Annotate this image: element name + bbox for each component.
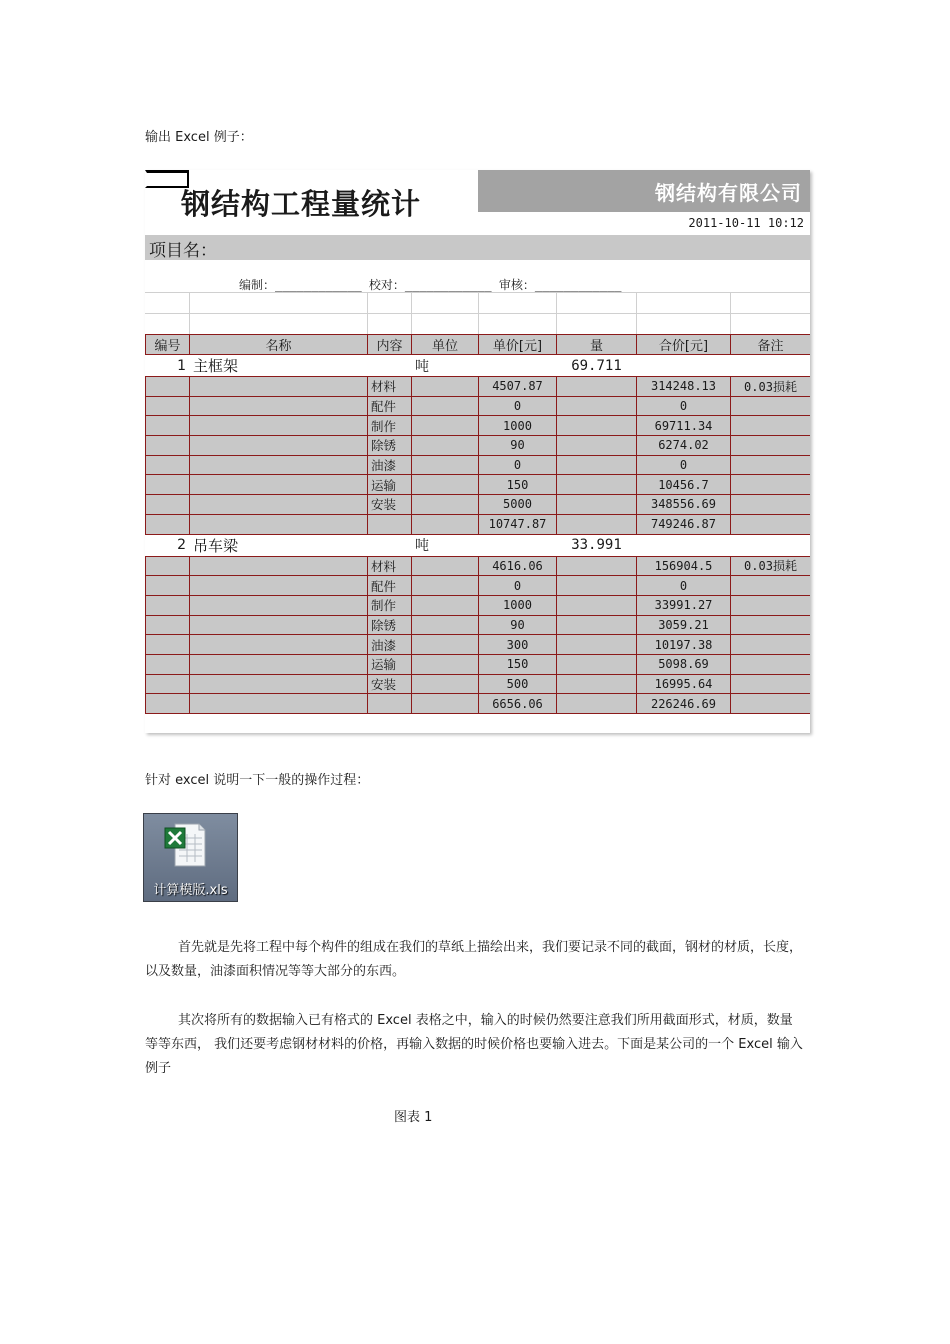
company-banner <box>478 170 810 212</box>
table-row <box>146 595 811 615</box>
table-row <box>146 674 811 694</box>
empty-cell <box>146 416 190 436</box>
cost-content: 油漆 <box>368 635 412 655</box>
empty-cell <box>146 436 190 456</box>
unit-price: 10747.87 <box>479 514 557 534</box>
note <box>731 654 811 674</box>
cost-content: 制作 <box>368 595 412 615</box>
empty-cell <box>146 475 190 495</box>
empty-cell <box>368 355 412 377</box>
column-header: 单价[元] <box>479 335 557 355</box>
total-price: 0 <box>637 455 731 475</box>
sheet-datetime: 2011-10-11 10:12 <box>688 216 804 230</box>
empty-cell <box>637 355 731 377</box>
empty-cell <box>412 556 479 576</box>
item-unit: 吨 <box>412 534 479 556</box>
grid-line <box>189 292 190 334</box>
total-price: 0 <box>637 396 731 416</box>
table-row <box>146 396 811 416</box>
unit-price: 6656.06 <box>479 694 557 714</box>
item-row <box>146 534 811 556</box>
table-row <box>146 377 811 397</box>
table-row <box>146 514 811 534</box>
table-row <box>146 556 811 576</box>
empty-cell <box>557 475 637 495</box>
empty-cell <box>557 694 637 714</box>
empty-cell <box>190 377 368 397</box>
item-index: 1 <box>146 355 190 377</box>
paragraph: 其次将所有的数据输入已有格式的 Excel 表格之中，输入的时候仍然要注意我们所用截面形式，材质，数量等等东西， 我们还要考虑钢材材料的价格，再输入数据的时候价格也要输入进去。下面是某公司的一个 Excel 输入例子 <box>145 1013 803 1076</box>
note <box>731 416 811 436</box>
empty-cell <box>412 576 479 596</box>
grid-line <box>411 292 412 334</box>
signature-line: 编制：____________ 校对：____________ 审核：____________ <box>239 278 622 292</box>
item-quantity: 69.711 <box>557 355 637 377</box>
table-row <box>146 416 811 436</box>
empty-cell <box>412 396 479 416</box>
cost-content <box>368 514 412 534</box>
total-price: 314248.13 <box>637 377 731 397</box>
empty-cell <box>190 436 368 456</box>
total-price: 69711.34 <box>637 416 731 436</box>
unit-price: 300 <box>479 635 557 655</box>
company-name: 钢结构有限公司 <box>655 181 802 205</box>
unit-price: 150 <box>479 475 557 495</box>
unit-price: 1000 <box>479 416 557 436</box>
total-price: 33991.27 <box>637 595 731 615</box>
note: 0.03损耗 <box>731 377 811 397</box>
empty-cell <box>146 595 190 615</box>
empty-cell <box>557 514 637 534</box>
note <box>731 694 811 714</box>
empty-cell <box>412 455 479 475</box>
unit-price: 90 <box>479 436 557 456</box>
empty-cell <box>557 635 637 655</box>
total-price: 10197.38 <box>637 635 731 655</box>
table-row <box>146 576 811 596</box>
column-header: 名称 <box>190 335 368 355</box>
sheet-title: 钢结构工程量统计 <box>181 187 422 221</box>
note <box>731 514 811 534</box>
empty-cell <box>557 595 637 615</box>
unit-price: 5000 <box>479 495 557 515</box>
item-name: 吊车梁 <box>190 534 368 556</box>
grid-line <box>367 292 368 334</box>
cost-content: 除锈 <box>368 436 412 456</box>
unit-price: 4616.06 <box>479 556 557 576</box>
project-label: 项目名： <box>149 241 217 261</box>
empty-cell <box>190 396 368 416</box>
paragraph: 首先就是先将工程中每个构件的组成在我们的草纸上描绘出来，我们要记录不同的截面，钢材的材质，长度，以及数量，油漆面积情况等等大部分的东西。 <box>145 940 803 979</box>
excel-icon <box>163 822 207 868</box>
spreadsheet-image <box>145 170 810 733</box>
note: 0.03损耗 <box>731 556 811 576</box>
empty-cell <box>479 534 557 556</box>
cost-content: 配件 <box>368 576 412 596</box>
unit-price: 0 <box>479 455 557 475</box>
item-unit: 吨 <box>412 355 479 377</box>
empty-cell <box>190 674 368 694</box>
note <box>731 455 811 475</box>
empty-cell <box>146 377 190 397</box>
table-row <box>146 635 811 655</box>
total-price: 156904.5 <box>637 556 731 576</box>
empty-cell <box>731 355 811 377</box>
note <box>731 436 811 456</box>
note <box>731 396 811 416</box>
figure-caption: 图表 1 <box>394 1110 433 1125</box>
empty-cell <box>190 475 368 495</box>
empty-cell <box>557 615 637 635</box>
unit-price: 4507.87 <box>479 377 557 397</box>
note <box>731 635 811 655</box>
empty-cell <box>412 377 479 397</box>
grid-line <box>730 292 731 334</box>
cost-content: 制作 <box>368 416 412 436</box>
intro-text: 输出 Excel 例子： <box>145 130 253 145</box>
empty-cell <box>412 495 479 515</box>
empty-cell <box>146 514 190 534</box>
empty-cell <box>146 576 190 596</box>
empty-cell <box>146 455 190 475</box>
column-header: 内容 <box>368 335 412 355</box>
operations-intro: 针对 excel 说明一下一般的操作过程： <box>145 773 370 788</box>
empty-cell <box>412 436 479 456</box>
unit-price: 1000 <box>479 595 557 615</box>
total-price: 10456.7 <box>637 475 731 495</box>
quantity-table <box>145 334 810 714</box>
empty-cell <box>412 635 479 655</box>
note <box>731 674 811 694</box>
empty-cell <box>412 475 479 495</box>
empty-cell <box>190 514 368 534</box>
excel-file-icon[interactable] <box>143 813 238 902</box>
file-name: 计算模版.xls <box>153 883 228 898</box>
table-row <box>146 654 811 674</box>
empty-cell <box>146 615 190 635</box>
empty-cell <box>146 635 190 655</box>
empty-cell <box>557 654 637 674</box>
empty-cell <box>637 534 731 556</box>
empty-cell <box>412 615 479 635</box>
cost-content: 材料 <box>368 556 412 576</box>
empty-cell <box>190 455 368 475</box>
total-price: 0 <box>637 576 731 596</box>
column-header: 量 <box>557 335 637 355</box>
empty-cell <box>146 674 190 694</box>
item-name: 主框架 <box>190 355 368 377</box>
unit-price: 90 <box>479 615 557 635</box>
empty-cell <box>557 576 637 596</box>
empty-cell <box>190 654 368 674</box>
empty-cell <box>557 495 637 515</box>
cost-content: 安装 <box>368 495 412 515</box>
empty-cell <box>412 654 479 674</box>
table-header-row <box>146 335 811 355</box>
empty-cell <box>146 396 190 416</box>
empty-cell <box>557 377 637 397</box>
empty-cell <box>146 556 190 576</box>
item-index: 2 <box>146 534 190 556</box>
unit-price: 0 <box>479 576 557 596</box>
empty-cell <box>190 694 368 714</box>
empty-cell <box>412 595 479 615</box>
cost-content: 油漆 <box>368 455 412 475</box>
empty-cell <box>412 674 479 694</box>
item-quantity: 33.991 <box>557 534 637 556</box>
cost-content: 运输 <box>368 654 412 674</box>
grid-line <box>478 292 479 334</box>
table-row <box>146 495 811 515</box>
total-price: 226246.69 <box>637 694 731 714</box>
empty-cell <box>479 355 557 377</box>
empty-cell <box>190 495 368 515</box>
empty-cell <box>412 514 479 534</box>
total-price: 749246.87 <box>637 514 731 534</box>
unit-price: 150 <box>479 654 557 674</box>
cost-content: 除锈 <box>368 615 412 635</box>
total-price: 348556.69 <box>637 495 731 515</box>
empty-cell <box>190 635 368 655</box>
note <box>731 615 811 635</box>
empty-cell <box>146 495 190 515</box>
note <box>731 475 811 495</box>
grid-line <box>636 292 637 334</box>
unit-price: 0 <box>479 396 557 416</box>
empty-cell <box>412 694 479 714</box>
table-row <box>146 455 811 475</box>
empty-cell <box>190 576 368 596</box>
cost-content: 材料 <box>368 377 412 397</box>
grid-line <box>556 292 557 334</box>
column-header: 备注 <box>731 335 811 355</box>
empty-cell <box>557 455 637 475</box>
table-row <box>146 694 811 714</box>
project-row <box>145 235 810 260</box>
empty-cell <box>557 396 637 416</box>
cost-content: 运输 <box>368 475 412 495</box>
note <box>731 595 811 615</box>
empty-cell <box>190 416 368 436</box>
item-row <box>146 355 811 377</box>
total-price: 6274.02 <box>637 436 731 456</box>
total-price: 3059.21 <box>637 615 731 635</box>
cost-content: 配件 <box>368 396 412 416</box>
empty-cell <box>731 534 811 556</box>
note <box>731 576 811 596</box>
table-row <box>146 436 811 456</box>
empty-cell <box>190 595 368 615</box>
column-header: 合价[元] <box>637 335 731 355</box>
empty-cell <box>557 416 637 436</box>
total-price: 16995.64 <box>637 674 731 694</box>
total-price: 5098.69 <box>637 654 731 674</box>
table-row <box>146 475 811 495</box>
empty-cell <box>146 694 190 714</box>
cost-content <box>368 694 412 714</box>
cost-content: 安装 <box>368 674 412 694</box>
empty-cell <box>368 534 412 556</box>
note <box>731 495 811 515</box>
empty-cell <box>557 436 637 456</box>
empty-cell <box>557 674 637 694</box>
column-header: 编号 <box>146 335 190 355</box>
table-row <box>146 615 811 635</box>
empty-cell <box>190 556 368 576</box>
column-header: 单位 <box>412 335 479 355</box>
unit-price: 500 <box>479 674 557 694</box>
empty-cell <box>412 416 479 436</box>
empty-cell <box>190 615 368 635</box>
empty-cell <box>557 556 637 576</box>
table-body <box>146 355 811 714</box>
empty-cell <box>146 654 190 674</box>
